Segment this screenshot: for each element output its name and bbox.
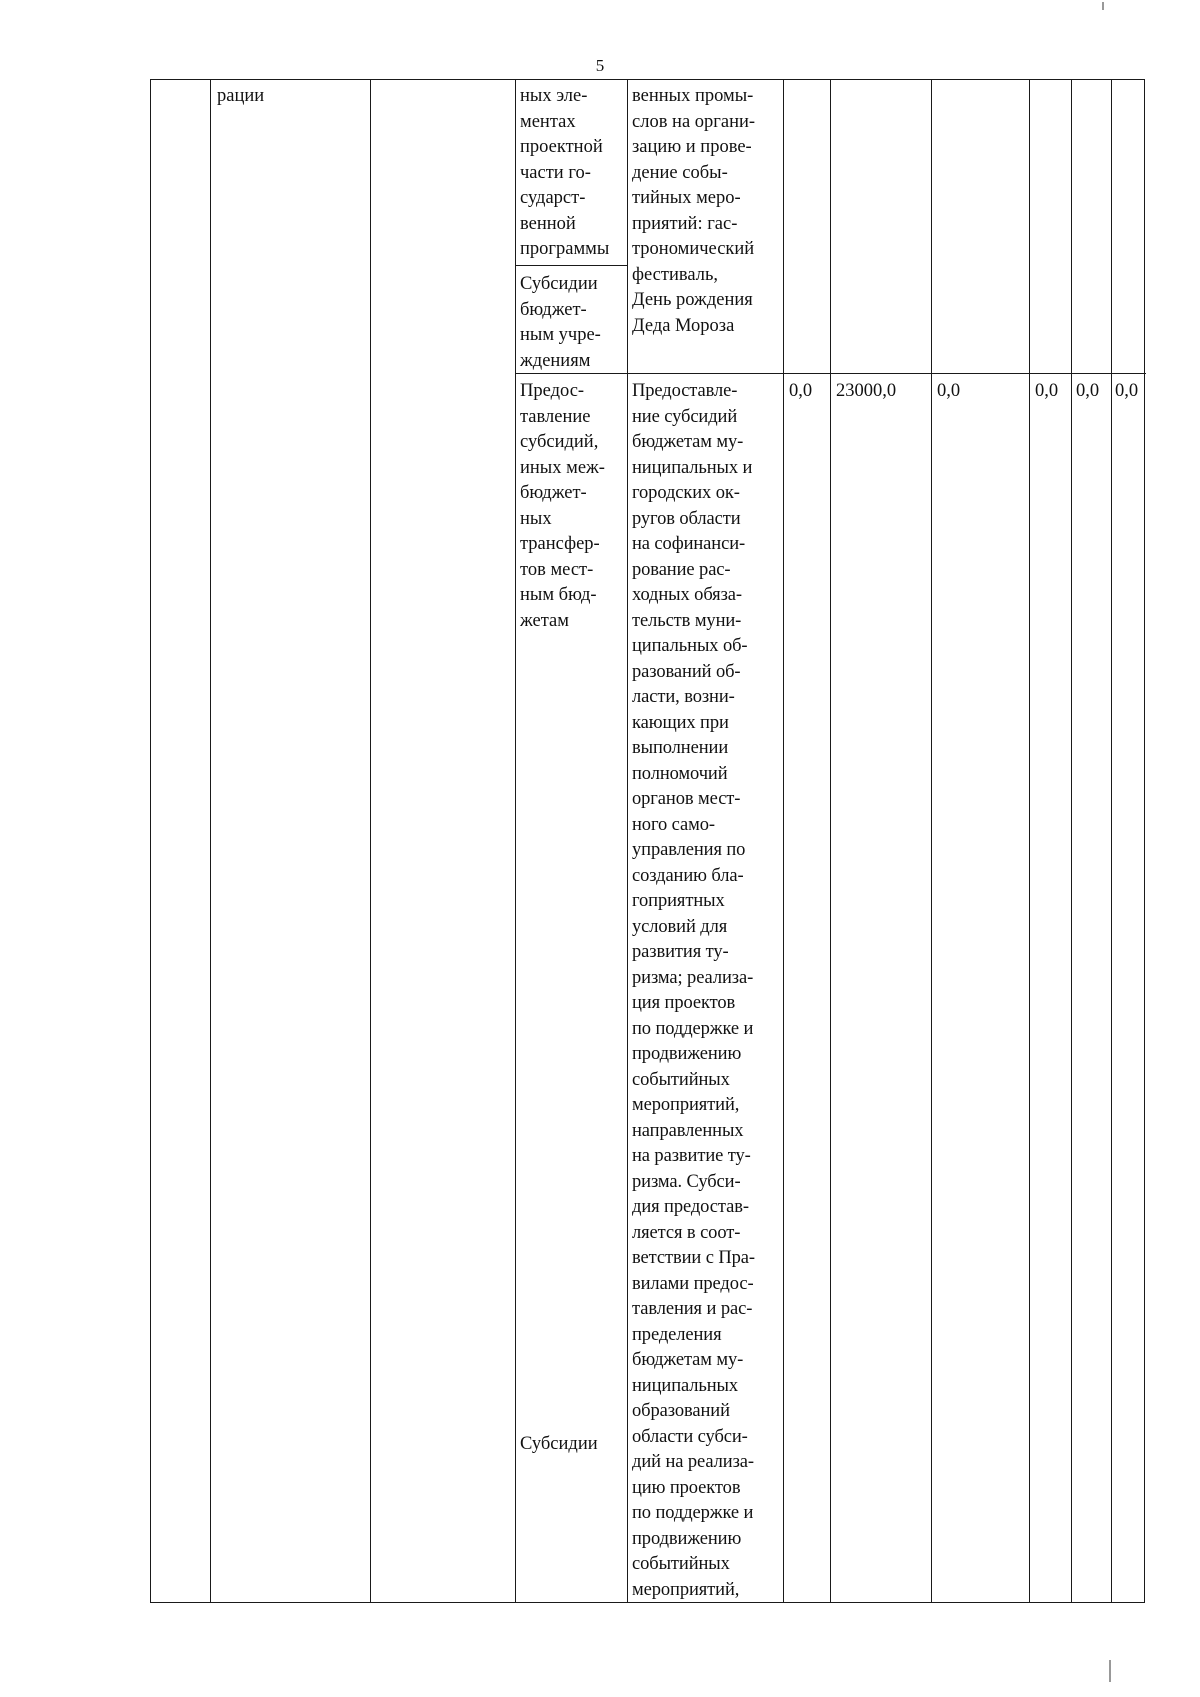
funding-source-cell: Субсидии (520, 1434, 598, 1454)
column-divider (783, 80, 784, 1602)
value-cell: 0,0 (789, 381, 813, 401)
scan-artifact (1102, 2, 1104, 10)
column-divider (370, 80, 371, 1602)
value-cell: 0,0 (1076, 381, 1100, 401)
value-cell: 23000,0 (836, 381, 897, 401)
page-number: 5 (595, 56, 605, 75)
row-label: рации (217, 86, 265, 106)
column-divider (627, 80, 628, 1602)
row-divider (515, 373, 1146, 374)
column-divider (210, 80, 211, 1602)
funding-source-cell: Предос- тавление субсидий, иных меж- бюджет- ных трансфер- тов мест- ным бюд- жетам (520, 381, 605, 631)
column-divider (830, 80, 831, 1602)
value-cell: 0,0 (937, 381, 961, 401)
column-divider (1071, 80, 1072, 1602)
column-divider (1029, 80, 1030, 1602)
cell-divider (515, 265, 627, 266)
column-divider (931, 80, 932, 1602)
description-cell: венных промы- слов на органи- зацию и прове- дение собы- тийных меро- приятий: гас- трономический фестиваль, День рождения Деда Мороза (632, 86, 756, 336)
scan-artifact (1109, 1660, 1111, 1682)
budget-table (150, 79, 1145, 1603)
value-cell: 0,0 (1115, 381, 1139, 401)
funding-source-cell: ных эле- ментах проектной части го- сударст- венной программы (520, 86, 610, 259)
value-cell: 0,0 (1035, 381, 1059, 401)
column-divider (515, 80, 516, 1602)
funding-source-cell: Субсидии бюджет- ным учре- ждениям (520, 274, 601, 371)
description-cell: Предоставле- ние субсидий бюджетам му- ниципальных и городских ок- ругов области на софинанси- рование рас- ходных обяза- тельств муни- ципальных об- разований об- ласти, возни- кающих при выполнении полномочий органов мест- ного само- управления по созданию бла- гоприятных условий для развития ту- ризма; реализа- ция проектов по поддержке и продвижению событийных мероприятий, направленных на развитие ту- ризма. Субси- дия предостав- ляется в соот- ветствии с Пра- вилами предос- тавления и рас- пределения бюджетам му- ниципальных образований области субси- дий на реализа- цию проектов по поддержке и продвижению событийных мероприятий, (632, 381, 755, 1600)
column-divider (1111, 80, 1112, 1602)
